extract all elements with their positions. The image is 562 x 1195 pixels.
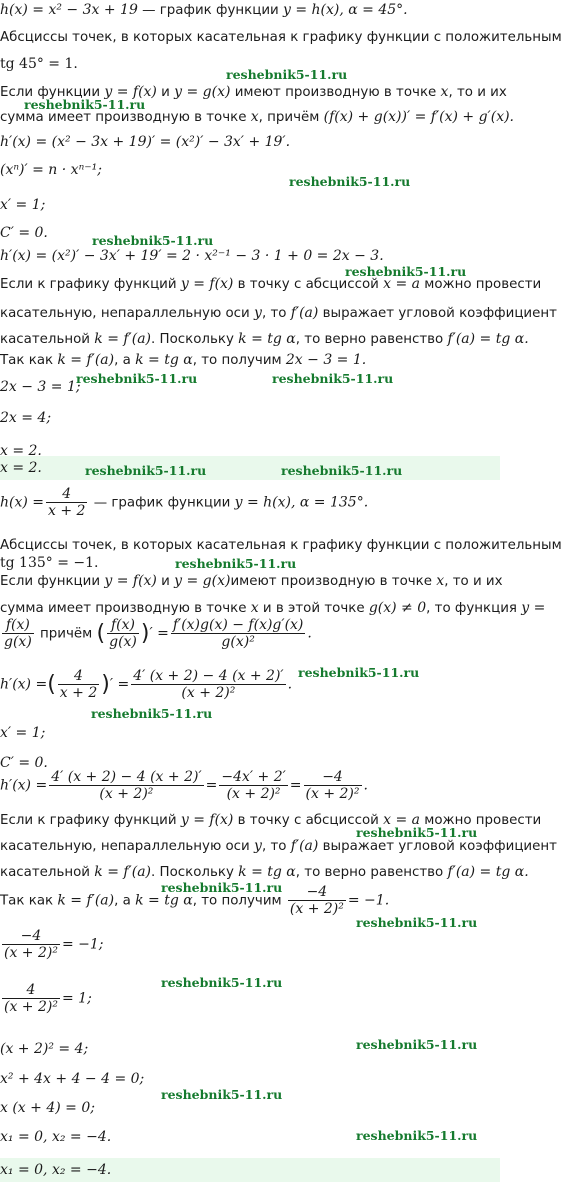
line-tangent-2: касательную, непараллельную оси y, то f′(a) выражает угловой коэффициент — [0, 305, 557, 321]
line-derivative-h2: h′(x) =( $\frac{4}{x + 2}$ )′ = $\frac{4' (x + 2) - 4 (x + 2)'}{\text{(x + 2)²}}$ . — [0, 668, 293, 702]
watermark: reshebnik5-11.ru — [356, 825, 478, 840]
line-step-1: 2x − 3 = 1; — [0, 379, 81, 395]
line-equation-1: Так как k = f′(a), а k = tg α, то получим 2x − 3 = 1. — [0, 352, 367, 368]
answer-2: x₁ = 0, x₂ = −4. — [0, 1162, 112, 1178]
line-const-prime-2: C′ = 0. — [0, 755, 48, 771]
watermark: reshebnik5-11.ru — [345, 264, 467, 279]
line-tg135: tg 135° = −1. — [0, 555, 99, 571]
line-power-rule: (xⁿ)′ = n · xⁿ⁻¹; — [0, 162, 102, 178]
line-derivative-result: h′(x) = (x²)′ − 3x′ + 19′ = 2 · x²⁻¹ − 3 · 1 + 0 = 2x − 3. — [0, 248, 384, 264]
line-function-1: h(x) = x² − 3x + 19 — график функции y = h(x), α = 45°. — [0, 2, 408, 18]
line-step-4: $\frac{-4}{\text{(x + 2)²}}$ = −1; — [4, 928, 104, 962]
answer-1: x = 2. — [0, 460, 42, 476]
line-step-2: 2x = 4; — [0, 410, 52, 426]
answer-highlight-1 — [0, 456, 500, 480]
watermark: reshebnik5-11.ru — [226, 67, 348, 82]
line-const-prime: C′ = 0. — [0, 225, 48, 241]
line-quotient-rule-2: сумма имеет производную в точке x и в этой точке g(x) ≠ 0, то функция y = — [0, 600, 546, 616]
watermark: reshebnik5-11.ru — [24, 97, 146, 112]
watermark: reshebnik5-11.ru — [356, 915, 478, 930]
line-sum-rule-1: Если функции y = f(x) и y = g(x) имеют производную в точке x, то и их — [0, 84, 507, 100]
watermark: reshebnik5-11.ru — [356, 1128, 478, 1143]
watermark: reshebnik5-11.ru — [281, 463, 403, 478]
line-step-9: x₁ = 0, x₂ = −4. — [0, 1129, 112, 1145]
line-step-7: x² + 4x + 4 − 4 = 0; — [0, 1071, 145, 1087]
line-tangent-3: касательной k = f′(a). Поскольку k = tg α, то верно равенство f′(a) = tg α. — [0, 331, 529, 347]
line-derivative-result-2: h′(x) = $\frac{4' (x + 2) - 4 (x + 2)'}{\text{(x + 2)²}}$ = $\frac{-4x' + 2'}{\text{(x + 2)²}}$ = $\frac{-4}{\text{(x + 2)²}}$ . — [0, 769, 368, 803]
line-tangent-4: Если к графику функций y = f(x) в точку с абсциссой x = a можно провести — [0, 812, 542, 828]
line-step-6: (x + 2)² = 4; — [0, 1041, 89, 1057]
watermark: reshebnik5-11.ru — [85, 463, 207, 478]
line-x-prime: x′ = 1; — [0, 197, 46, 213]
line-step-8: x (x + 4) = 0; — [0, 1100, 95, 1116]
line-x-prime-2: x′ = 1; — [0, 725, 46, 741]
line-abscissa-1: Абсциссы точек, в которых касательная к графику функции с положительным — [0, 30, 562, 45]
watermark: reshebnik5-11.ru — [356, 1037, 478, 1052]
watermark: reshebnik5-11.ru — [92, 233, 214, 248]
watermark: reshebnik5-11.ru — [175, 556, 297, 571]
line-tangent-1: Если к графику функций y = f(x) в точку с абсциссой x = a можно провести — [0, 276, 542, 292]
line-tg45: tg 45° = 1. — [0, 56, 78, 72]
line-quotient-rule-1: Если функции y = f(x) и y = g(x)имеют производную в точке x, то и их — [0, 573, 503, 589]
watermark: reshebnik5-11.ru — [91, 706, 213, 721]
watermark: reshebnik5-11.ru — [161, 880, 283, 895]
line-step-5: $\frac{4}{\text{(x + 2)²}}$ = 1; — [4, 982, 92, 1016]
line-function-2: h(x) = $\frac{4}{x + 2}$ — график функции y = h(x), α = 135°. — [0, 486, 369, 520]
watermark: reshebnik5-11.ru — [161, 975, 283, 990]
line-step-3: x = 2. — [0, 443, 42, 459]
line-tangent-5: касательную, непараллельную оси y, то f′(a) выражает угловой коэффициент — [0, 838, 557, 854]
line-abscissa-2: Абсциссы точек, в которых касательная к графику функции с положительным — [0, 538, 562, 553]
line-tangent-6: касательной k = f′(a). Поскольку k = tg α, то верно равенство f′(a) = tg α. — [0, 864, 529, 880]
line-quotient-formula: $\frac{f(x)}{g(x)}$ причём ( $\frac{f(x)}{g(x)}$ )′ = $\frac{f'(x)g(x) - f(x)g'(x)}{\text{g(x)²}}$ . — [4, 617, 312, 651]
watermark: reshebnik5-11.ru — [272, 371, 394, 386]
watermark: reshebnik5-11.ru — [289, 174, 411, 189]
watermark: reshebnik5-11.ru — [76, 371, 198, 386]
line-derivative-h: h′(x) = (x² − 3x + 19)′ = (x²)′ − 3x′ + 19′. — [0, 134, 291, 150]
line-equation-2: Так как k = f′(a), а k = tg α, то получим $\frac{-4}{\text{(x + 2)²}}$ = −1. — [0, 884, 390, 918]
watermark: reshebnik5-11.ru — [161, 1087, 283, 1102]
watermark: reshebnik5-11.ru — [298, 665, 420, 680]
line-sum-rule-2: сумма имеет производную в точке x, причём (f(x) + g(x))′ = f′(x) + g′(x). — [0, 109, 515, 125]
